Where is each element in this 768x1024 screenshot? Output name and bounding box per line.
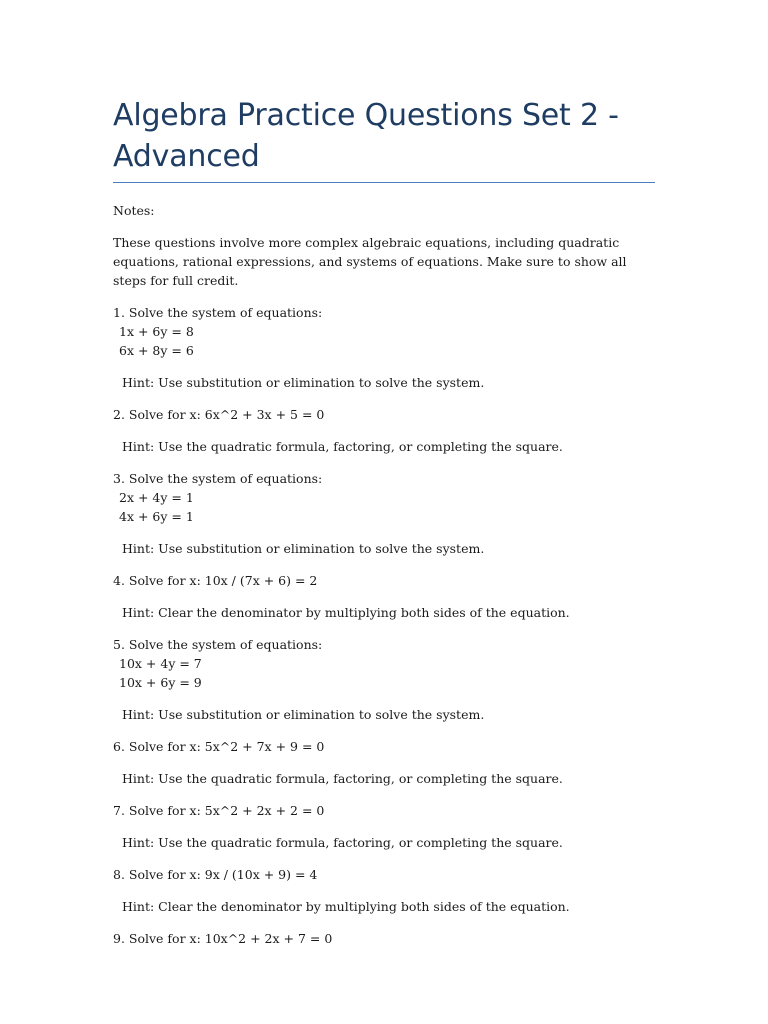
question-equation: 2x + 4y = 1 — [119, 490, 194, 505]
question-prompt: 4. Solve for x: 10x / (7x + 6) = 2 — [113, 573, 318, 588]
question-hint: Hint: Clear the denominator by multiplying both sides of the equation. — [122, 899, 570, 914]
question-item — [113, 737, 655, 788]
question-equation: 10x + 4y = 7 — [119, 656, 202, 671]
question-prompt: 9. Solve for x: 10x^2 + 2x + 7 = 0 — [113, 931, 333, 946]
question-prompt: 7. Solve for x: 5x^2 + 2x + 2 = 0 — [113, 803, 325, 818]
question-prompt: 1. Solve the system of equations: — [113, 305, 323, 320]
question-hint: Hint: Clear the denominator by multiplying both sides of the equation. — [122, 605, 570, 620]
document-page — [113, 0, 655, 961]
question-equation: 1x + 6y = 8 — [119, 324, 194, 339]
question-equation: 4x + 6y = 1 — [119, 509, 194, 524]
document-title: Algebra Practice Questions Set 2 - Advanced — [113, 98, 619, 174]
question-equation: 10x + 6y = 9 — [119, 675, 202, 690]
title-underline — [113, 182, 655, 183]
question-item — [113, 303, 655, 392]
question-hint: Hint: Use substitution or elimination to solve the system. — [122, 375, 485, 390]
notes-label: Notes: — [113, 203, 155, 218]
question-prompt: 2. Solve for x: 6x^2 + 3x + 5 = 0 — [113, 407, 325, 422]
question-prompt: 5. Solve the system of equations: — [113, 637, 323, 652]
question-hint: Hint: Use the quadratic formula, factoring, or completing the square. — [122, 439, 563, 454]
question-item — [113, 801, 655, 852]
question-list — [113, 303, 655, 948]
question-hint: Hint: Use the quadratic formula, factoring, or completing the square. — [122, 835, 563, 850]
question-item — [113, 469, 655, 558]
question-item — [113, 635, 655, 724]
question-item — [113, 865, 655, 916]
question-prompt: 6. Solve for x: 5x^2 + 7x + 9 = 0 — [113, 739, 325, 754]
question-item — [113, 571, 655, 622]
notes-body: These questions involve more complex algebraic equations, including quadratic equations, rational expressions, and systems of equations. Make sure to show all steps for full credit. — [113, 235, 627, 288]
question-item — [113, 929, 655, 948]
question-prompt: 3. Solve the system of equations: — [113, 471, 323, 486]
question-equation: 6x + 8y = 6 — [119, 343, 194, 358]
question-hint: Hint: Use substitution or elimination to solve the system. — [122, 707, 485, 722]
question-item — [113, 405, 655, 456]
question-hint: Hint: Use substitution or elimination to solve the system. — [122, 541, 485, 556]
question-hint: Hint: Use the quadratic formula, factoring, or completing the square. — [122, 771, 563, 786]
question-prompt: 8. Solve for x: 9x / (10x + 9) = 4 — [113, 867, 318, 882]
